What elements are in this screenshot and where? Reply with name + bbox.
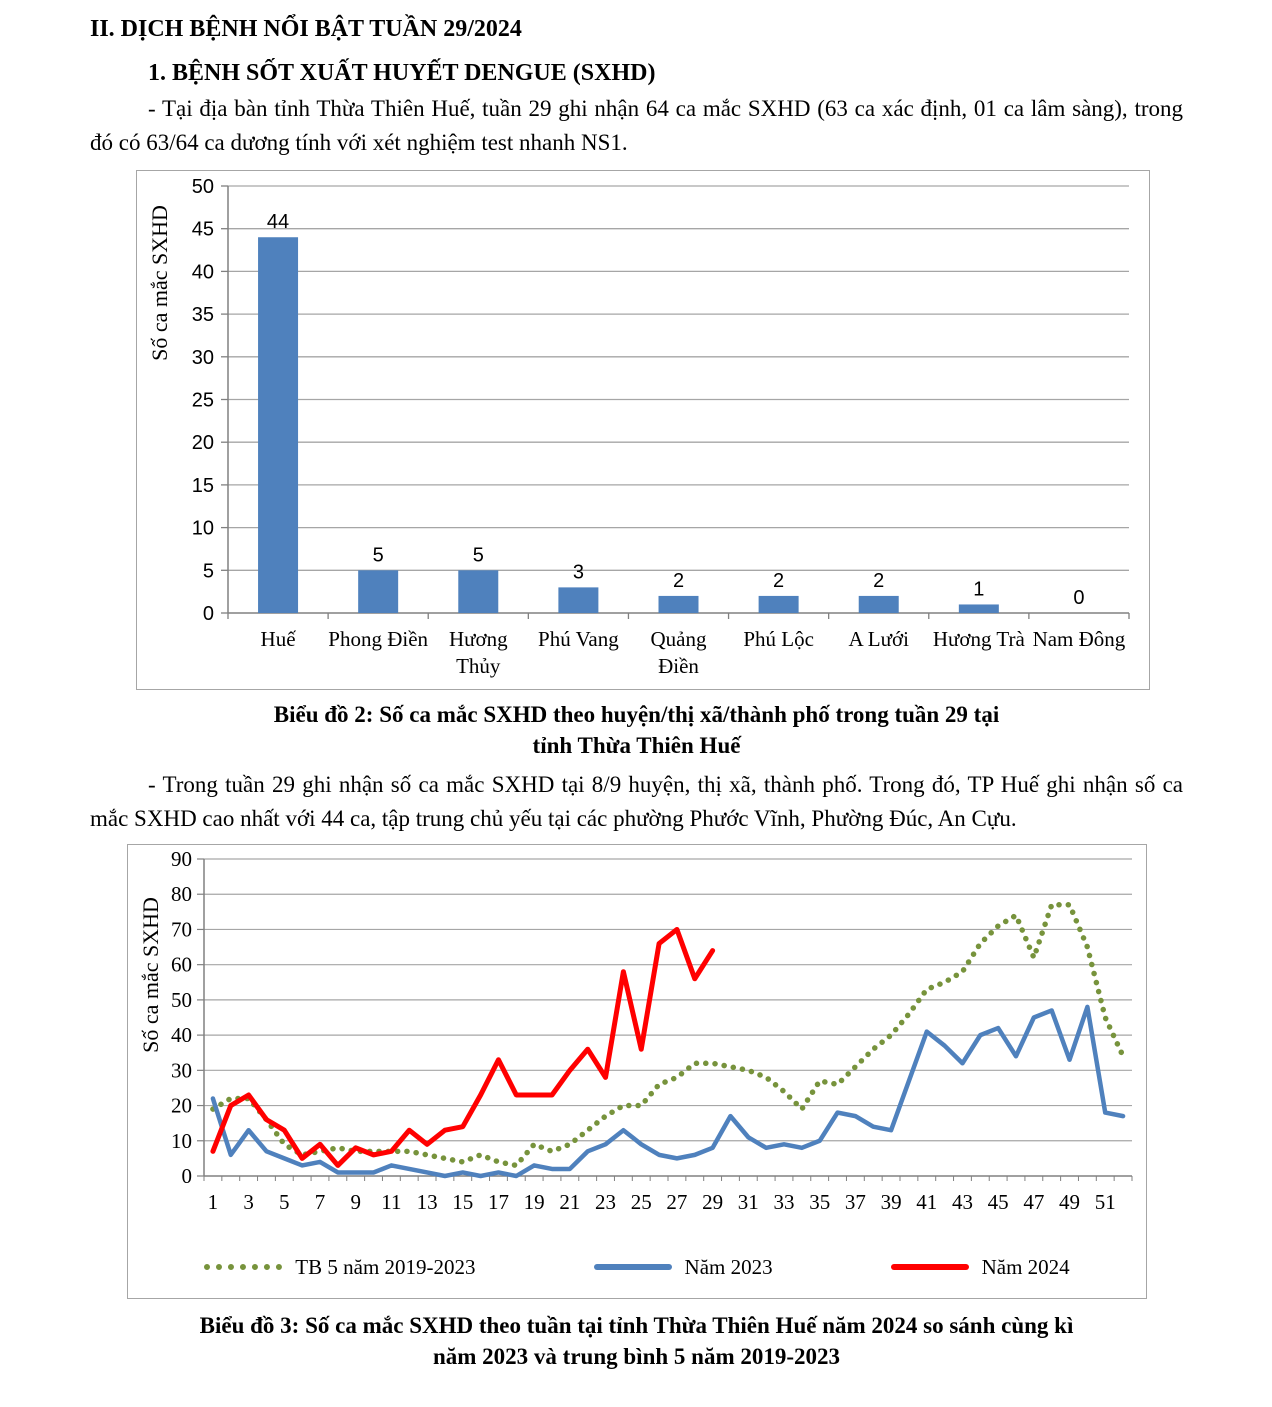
legend-label-2024: Năm 2024 <box>981 1254 1070 1279</box>
svg-text:1: 1 <box>207 1190 219 1214</box>
svg-text:1: 1 <box>973 578 985 601</box>
svg-text:5: 5 <box>372 544 384 567</box>
svg-text:27: 27 <box>666 1190 688 1214</box>
svg-text:90: 90 <box>171 847 192 871</box>
bar-chart-caption-line2: tỉnh Thừa Thiên Huế <box>532 733 741 758</box>
svg-text:3: 3 <box>572 561 584 584</box>
legend-sample-red-line <box>891 1264 969 1270</box>
paragraph-intro: - Tại địa bàn tỉnh Thừa Thiên Huế, tuần 29 ghi nhận 64 ca mắc SXHD (63 ca xác định, 01 ca lâm sàng), trong đó có 63/64 ca dương tính với xét nghiệm test nhanh NS1. <box>90 96 1183 155</box>
section-heading: II. DỊCH BỆNH NỔI BẬT TUẦN 29/2024 <box>90 16 522 42</box>
svg-text:60: 60 <box>171 952 192 977</box>
svg-text:Huế: Huế <box>260 627 296 651</box>
svg-text:Điền: Điền <box>658 654 699 678</box>
legend-label-2023: Năm 2023 <box>684 1254 773 1279</box>
svg-text:11: 11 <box>381 1190 402 1214</box>
svg-text:29: 29 <box>702 1190 724 1214</box>
line-chart-legend <box>128 1235 1146 1299</box>
svg-text:45: 45 <box>191 218 214 241</box>
svg-text:Hương Trà: Hương Trà <box>932 627 1025 651</box>
svg-text:35: 35 <box>191 304 214 327</box>
svg-text:5: 5 <box>472 544 484 567</box>
svg-text:20: 20 <box>191 432 214 455</box>
svg-text:35: 35 <box>809 1190 831 1214</box>
svg-text:Nam Đông: Nam Đông <box>1032 627 1126 651</box>
svg-text:0: 0 <box>1073 587 1085 609</box>
svg-text:80: 80 <box>171 882 192 907</box>
svg-text:17: 17 <box>487 1190 509 1214</box>
svg-text:31: 31 <box>737 1190 759 1214</box>
svg-text:37: 37 <box>844 1190 866 1214</box>
legend-item-avg5yr <box>204 1255 475 1280</box>
svg-text:15: 15 <box>452 1190 474 1214</box>
svg-text:A Lưới: A Lưới <box>848 627 909 651</box>
bar-chart-figure <box>136 170 1150 690</box>
line-chart-caption-line1: Biểu đồ 3: Số ca mắc SXHD theo tuần tại tỉnh Thừa Thiên Huế năm 2024 so sánh cùng kì <box>199 1313 1074 1338</box>
svg-text:19: 19 <box>523 1190 545 1214</box>
line-chart-svg <box>128 845 1146 1230</box>
svg-text:30: 30 <box>171 1058 192 1083</box>
svg-text:40: 40 <box>171 1023 192 1048</box>
svg-text:30: 30 <box>191 346 214 369</box>
svg-text:50: 50 <box>191 176 214 198</box>
svg-text:49: 49 <box>1059 1190 1081 1214</box>
legend-item-2023 <box>594 1255 773 1280</box>
svg-text:0: 0 <box>181 1164 192 1188</box>
legend-sample-blue-line <box>594 1264 672 1270</box>
svg-text:Thủy: Thủy <box>456 654 501 678</box>
line-chart-figure <box>127 844 1147 1299</box>
svg-text:Phú Vang: Phú Vang <box>538 627 619 651</box>
svg-text:41: 41 <box>916 1190 938 1214</box>
svg-text:9: 9 <box>350 1190 361 1214</box>
line-chart-caption <box>90 1310 1183 1372</box>
svg-text:3: 3 <box>243 1190 254 1214</box>
svg-text:Phong Điền: Phong Điền <box>328 627 429 651</box>
svg-text:2: 2 <box>672 569 685 592</box>
svg-text:15: 15 <box>191 474 214 497</box>
legend-item-2024 <box>891 1255 1070 1280</box>
svg-text:40: 40 <box>191 261 214 284</box>
svg-text:70: 70 <box>171 917 192 942</box>
svg-text:Phú Lộc: Phú Lộc <box>743 627 814 651</box>
svg-text:Số ca mắc SXHD: Số ca mắc SXHD <box>147 205 172 361</box>
paragraph-week29: - Trong tuần 29 ghi nhận số ca mắc SXHD tại 8/9 huyện, thị xã, thành phố. Trong đó, TP Huế ghi nhận số ca mắc SXHD cao nhất với 44 ca, tập trung chủ yếu tại các phường Phước Vĩnh, Phường Đúc, An Cựu. <box>90 772 1183 831</box>
svg-text:2: 2 <box>773 569 785 592</box>
svg-text:Quảng: Quảng <box>650 627 707 651</box>
line-chart-caption-line2: năm 2023 và trung bình 5 năm 2019-2023 <box>432 1344 841 1369</box>
svg-text:47: 47 <box>1023 1190 1045 1214</box>
svg-text:25: 25 <box>630 1190 652 1214</box>
bar-chart-svg <box>137 171 1149 689</box>
svg-text:20: 20 <box>171 1093 192 1118</box>
svg-text:43: 43 <box>951 1190 973 1214</box>
svg-text:23: 23 <box>595 1190 617 1214</box>
svg-text:33: 33 <box>773 1190 795 1214</box>
bar-chart-caption <box>90 699 1183 761</box>
subsection-heading: 1. BỆNH SỐT XUẤT HUYẾT DENGUE (SXHD) <box>148 60 656 86</box>
svg-text:51: 51 <box>1094 1190 1116 1214</box>
svg-text:21: 21 <box>559 1190 581 1214</box>
svg-text:25: 25 <box>191 389 214 412</box>
legend-label-avg5yr: TB 5 năm 2019-2023 <box>295 1254 476 1279</box>
svg-text:50: 50 <box>171 987 192 1012</box>
svg-text:10: 10 <box>191 517 214 540</box>
svg-text:39: 39 <box>880 1190 902 1214</box>
svg-text:10: 10 <box>171 1128 192 1153</box>
svg-text:Hương: Hương <box>448 627 508 651</box>
svg-text:Số ca mắc SXHD: Số ca mắc SXHD <box>138 897 163 1053</box>
svg-text:13: 13 <box>416 1190 438 1214</box>
svg-text:2: 2 <box>873 569 885 592</box>
legend-sample-dotted-green <box>204 1264 282 1270</box>
svg-text:45: 45 <box>987 1190 1009 1214</box>
svg-text:5: 5 <box>279 1190 290 1214</box>
svg-text:0: 0 <box>202 603 214 625</box>
svg-text:5: 5 <box>202 560 214 583</box>
svg-text:7: 7 <box>314 1190 326 1214</box>
bar-chart-caption-line1: Biểu đồ 2: Số ca mắc SXHD theo huyện/thị xã/thành phố trong tuần 29 tại <box>273 702 1000 727</box>
svg-text:44: 44 <box>266 211 290 234</box>
